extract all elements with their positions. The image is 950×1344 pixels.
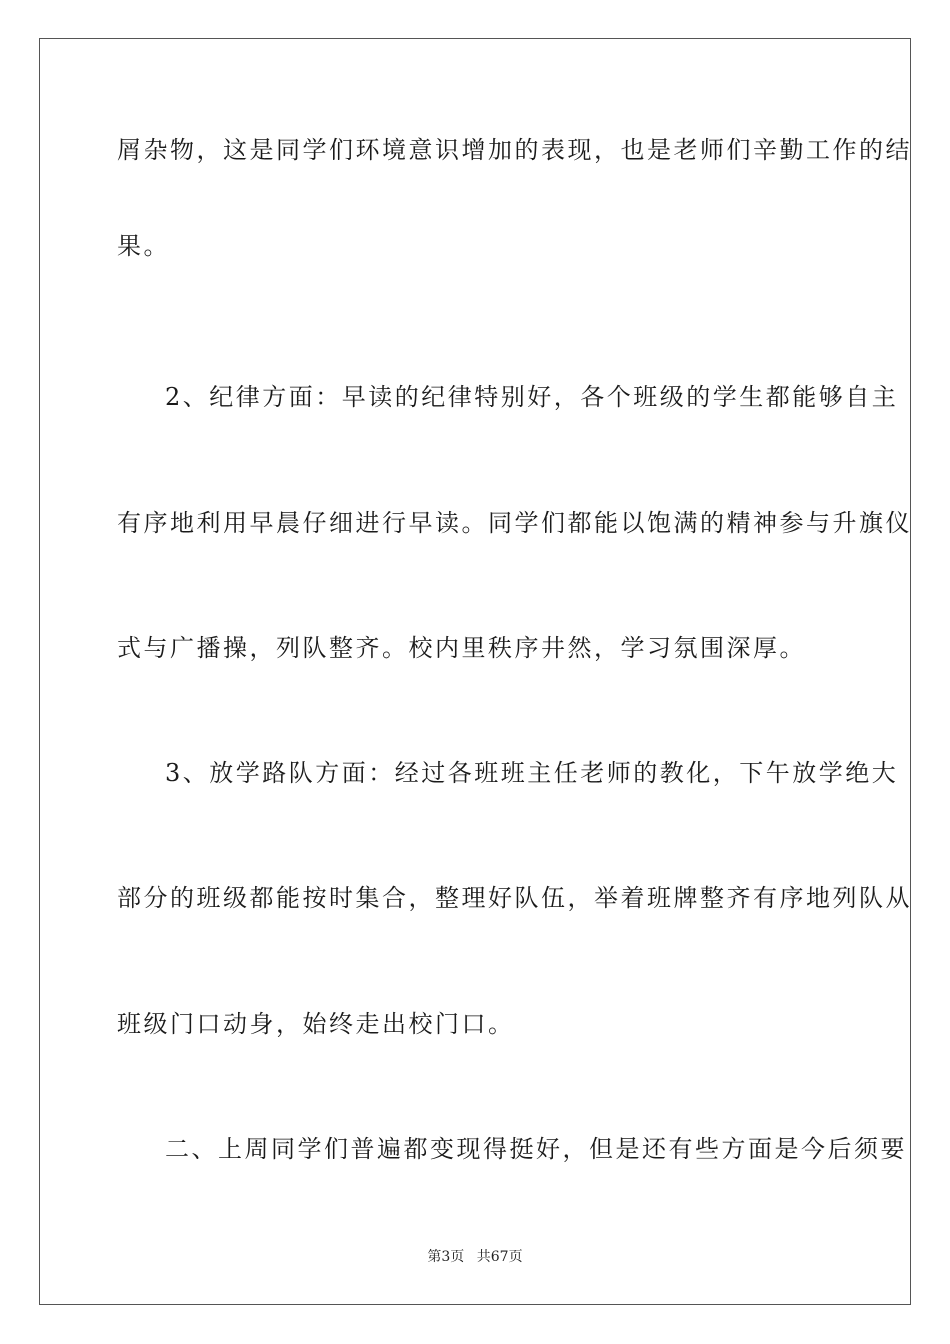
text-line-5: 式与广播操，列队整齐。校内里秩序井然，学习氛围深厚。 bbox=[117, 634, 806, 662]
text-line-9: 二、上周同学们普遍都变现得挺好，但是还有些方面是今后须要 bbox=[165, 1135, 907, 1163]
text-line-6: 3、放学路队方面：经过各班班主任老师的教化，下午放学绝大 bbox=[165, 759, 899, 787]
text-line-3: 2、纪律方面：早读的纪律特别好，各个班级的学生都能够自主 bbox=[165, 383, 899, 411]
page-footer bbox=[0, 1248, 950, 1266]
page-border bbox=[39, 38, 911, 1305]
text-line-1: 屑杂物，这是同学们环境意识增加的表现，也是老师们辛勤工作的结 bbox=[117, 136, 912, 164]
text-line-4: 有序地利用早晨仔细进行早读。同学们都能以饱满的精神参与升旗仪 bbox=[117, 509, 912, 537]
text-line-7: 部分的班级都能按时集合，整理好队伍，举着班牌整齐有序地列队从 bbox=[117, 884, 912, 912]
total-pages: 共67页 bbox=[476, 1249, 523, 1265]
text-line-8: 班级门口动身，始终走出校门口。 bbox=[117, 1010, 515, 1038]
text-line-2: 果。 bbox=[117, 232, 170, 260]
page-number: 第3页 bbox=[427, 1249, 465, 1265]
